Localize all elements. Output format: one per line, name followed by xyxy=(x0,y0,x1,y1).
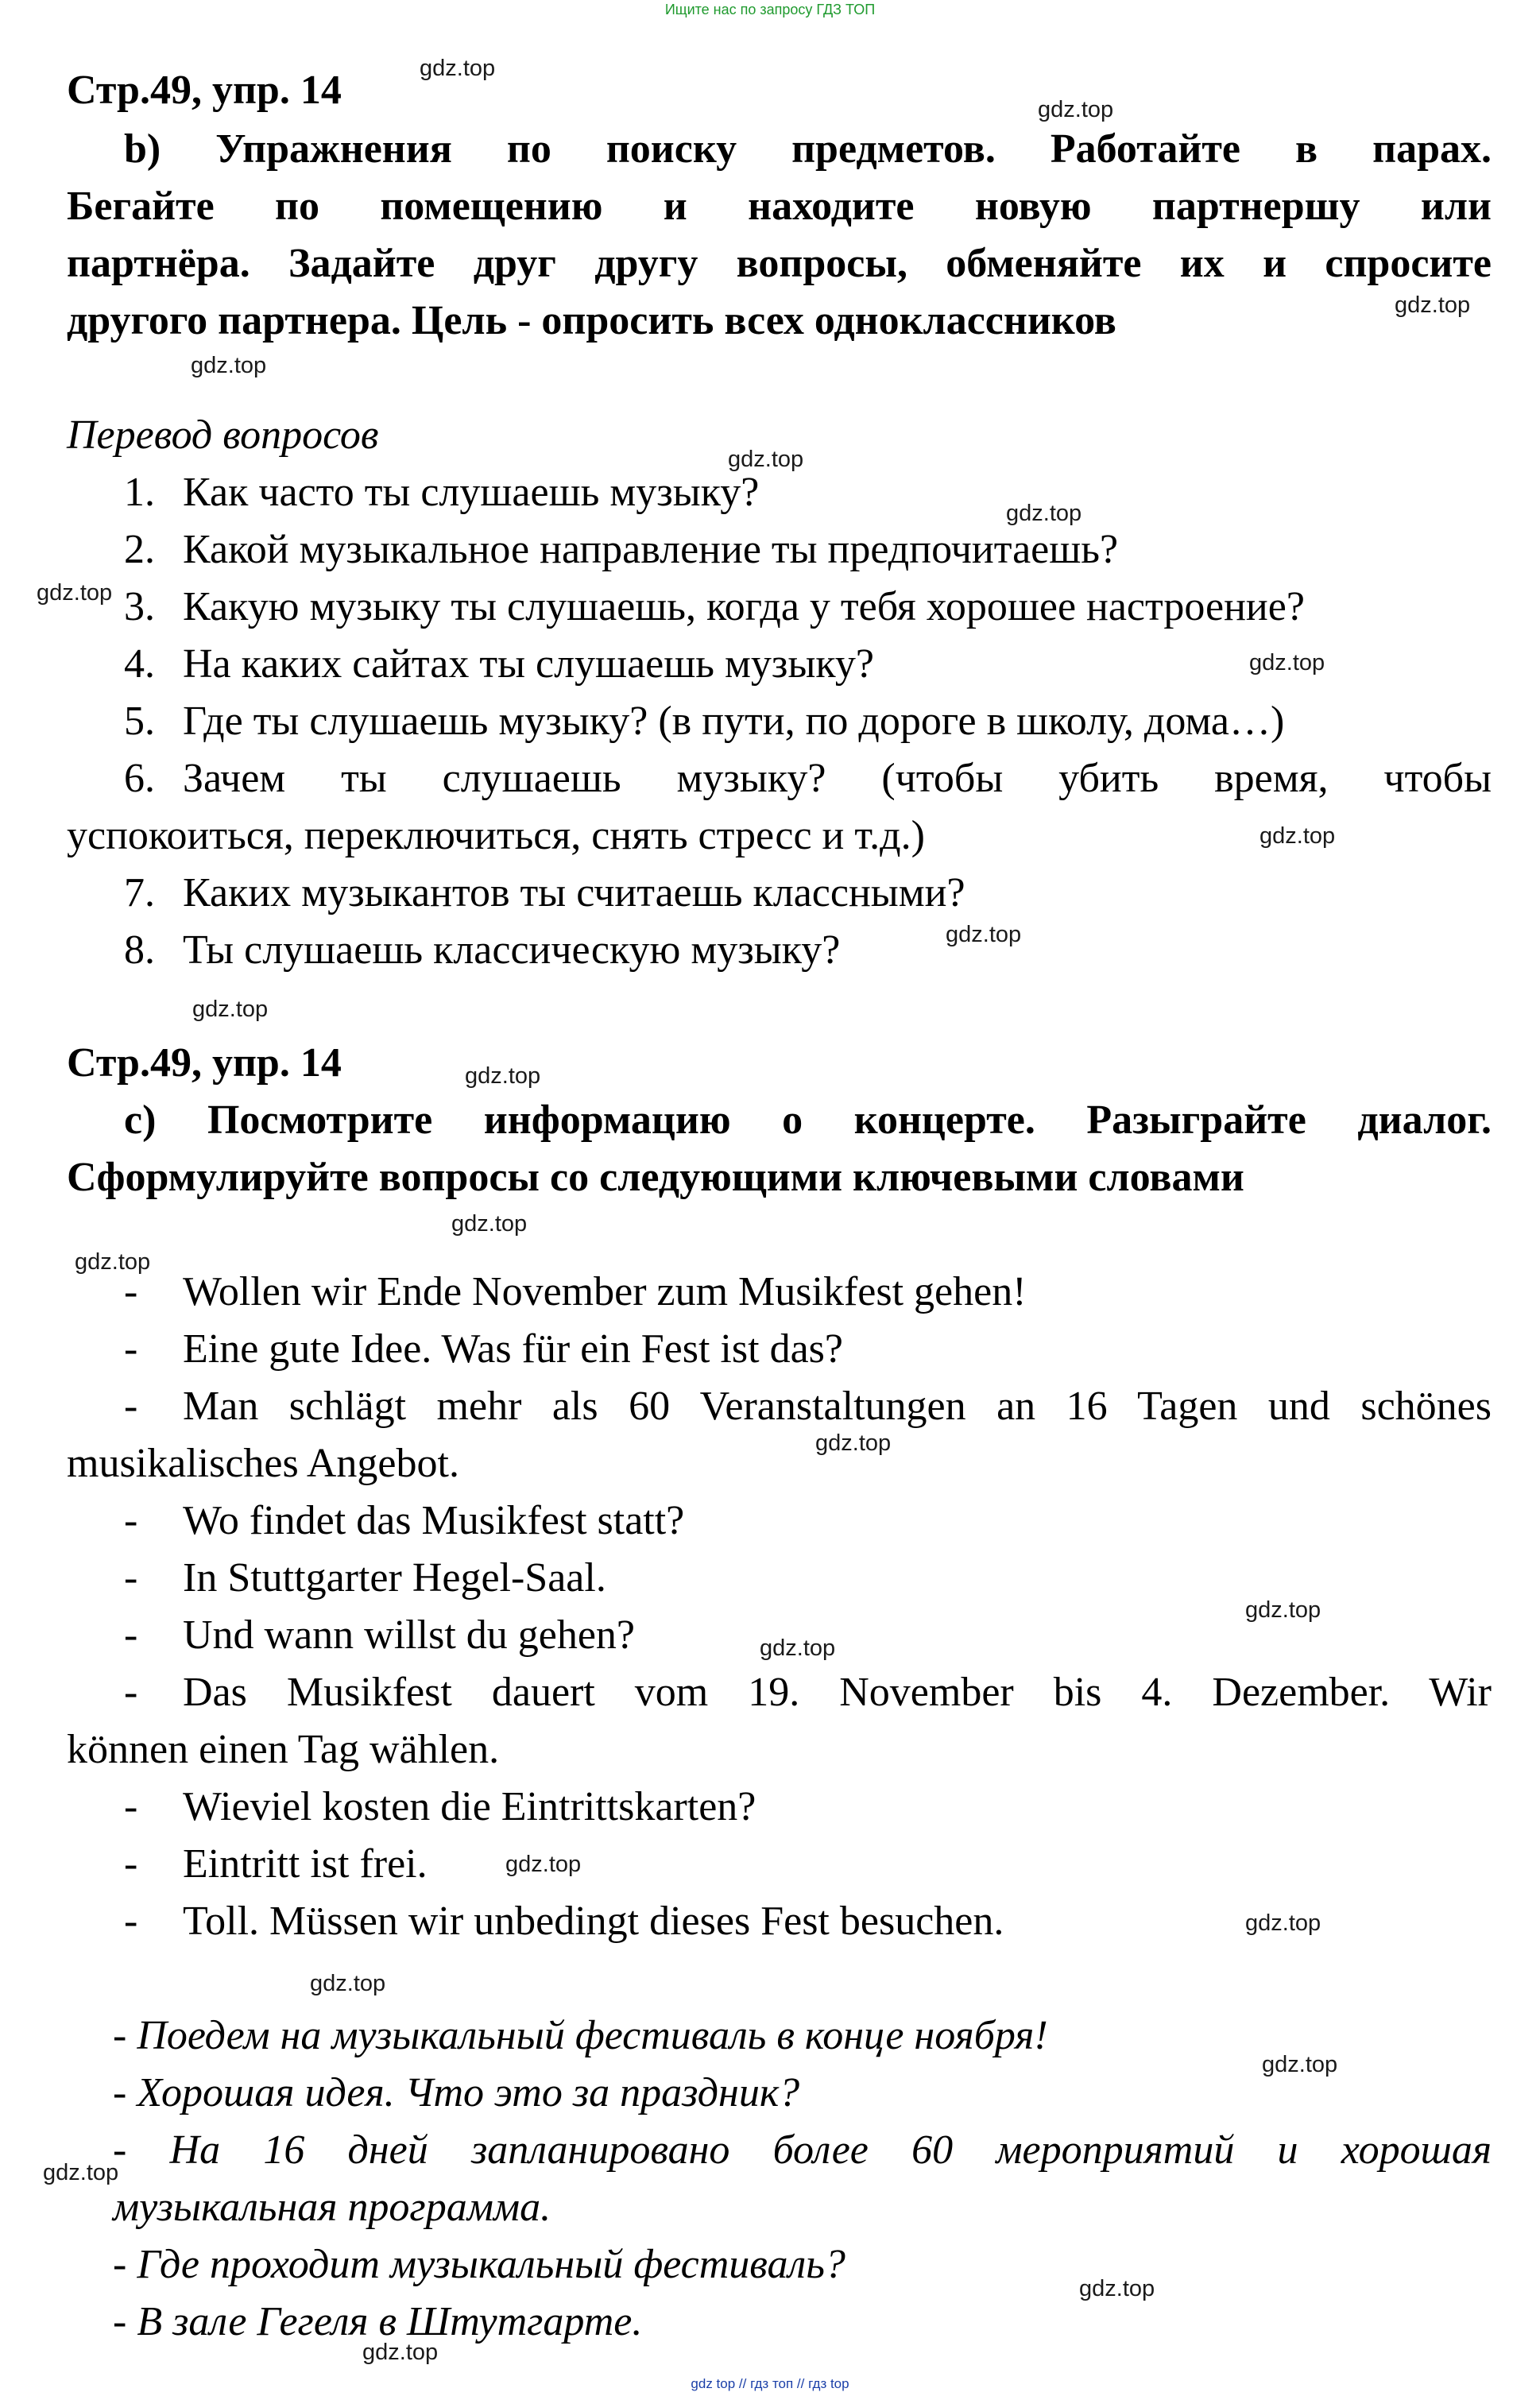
watermark: gdz.top xyxy=(1245,1597,1321,1623)
question-item-2 xyxy=(124,526,1118,574)
watermark: gdz.top xyxy=(946,922,1022,947)
question-number: 2. xyxy=(124,527,155,572)
dialog-text: Wieviel kosten die Eintrittskarten? xyxy=(183,1784,756,1829)
question-number: 4. xyxy=(124,641,155,687)
watermark: gdz.top xyxy=(362,2340,439,2365)
question-text: Как часто ты слушаешь музыку? xyxy=(183,470,760,515)
dialog-text: Eine gute Idee. Was für ein Fest ist das? xyxy=(183,1326,843,1372)
dialog-de-line-8 xyxy=(124,1783,756,1831)
question-number: 5. xyxy=(124,699,155,744)
dialog-ru-line-3: - На 16 дней запланировано более 60 мероприятий и хорошая xyxy=(113,2127,1492,2173)
dialog-de-line-10 xyxy=(124,1898,1004,1945)
dialog-text: In Stuttgarter Hegel-Saal. xyxy=(183,1555,606,1601)
question-item-3 xyxy=(124,583,1305,631)
section-b-task-line-2: Бегайте по помещению и находите новую партнершу или xyxy=(67,184,1492,229)
dialog-de-line-3 xyxy=(124,1383,1492,1430)
watermark: gdz.top xyxy=(465,1063,541,1089)
question-item-5 xyxy=(124,698,1284,745)
dialog-ru-line-1: - Поедем на музыкальный фестиваль в конце ноября! xyxy=(113,2013,1048,2058)
watermark: gdz.top xyxy=(1262,2052,1338,2077)
question-text: На каких сайтах ты слушаешь музыку? xyxy=(183,641,874,687)
dialog-de-line-2 xyxy=(124,1326,843,1373)
question-text: Каких музыкантов ты считаешь классными? xyxy=(183,870,965,915)
watermark: gdz.top xyxy=(1079,2276,1155,2301)
dialog-dash: - xyxy=(124,1326,138,1372)
dialog-dash: - xyxy=(124,1841,138,1887)
watermark: gdz.top xyxy=(815,1430,892,1456)
dialog-dash: - xyxy=(124,1555,138,1601)
question-item-1 xyxy=(124,469,759,517)
dialog-text: Man schlägt mehr als 60 Veranstaltungen an 16 Tagen und schönes xyxy=(183,1384,1492,1429)
dialog-de-line-7 xyxy=(124,1669,1492,1717)
dialog-de-line-1 xyxy=(124,1268,1027,1316)
question-item-4 xyxy=(124,641,874,688)
dialog-de-line-9 xyxy=(124,1841,428,1888)
watermark: gdz.top xyxy=(1038,97,1114,122)
watermark: gdz.top xyxy=(1249,650,1325,675)
question-number: 1. xyxy=(124,470,155,515)
dialog-ru-line-5: - В зале Гегеля в Штутгарте. xyxy=(113,2299,643,2344)
dialog-text: Und wann willst du gehen? xyxy=(183,1612,636,1658)
site-search-note: Ищите нас по запросу ГДЗ ТОП xyxy=(664,2,876,17)
question-number: 7. xyxy=(124,870,155,915)
question-text: Какой музыкальное направление ты предпочитаешь? xyxy=(183,527,1119,572)
dialog-dash: - xyxy=(124,1899,138,1944)
dialog-ru-line-2: - Хорошая идея. Что это за праздник? xyxy=(113,2070,800,2115)
watermark: gdz.top xyxy=(1395,292,1471,318)
translation-title: Перевод вопросов xyxy=(67,412,379,458)
question-text: Где ты слушаешь музыку? (в пути, по дороге в школу, дома…) xyxy=(183,699,1285,744)
question-item-6 xyxy=(124,755,1492,803)
dialog-de-line-5 xyxy=(124,1554,606,1602)
dialog-dash: - xyxy=(124,1498,138,1543)
dialog-dash: - xyxy=(124,1269,138,1314)
question-text: Какую музыку ты слушаешь, когда у тебя хорошее настроение? xyxy=(183,584,1305,629)
site-footer-note: gdz top // гдз топ // гдз top xyxy=(691,2376,849,2391)
watermark: gdz.top xyxy=(191,353,267,378)
question-text: Ты слушаешь классическую музыку? xyxy=(183,927,841,973)
watermark: gdz.top xyxy=(760,1635,836,1661)
question-item-7 xyxy=(124,869,965,917)
watermark: gdz.top xyxy=(37,580,113,606)
dialog-dash: - xyxy=(124,1384,138,1429)
section-b-task-line-4: другого партнера. Цель - опросить всех одноклассников xyxy=(67,298,1116,343)
dialog-text: Toll. Müssen wir unbedingt dieses Fest besuchen. xyxy=(183,1899,1004,1944)
dialog-ru-line-3-continuation: музыкальная программа. xyxy=(113,2185,551,2230)
section-c-heading: Стр.49, упр. 14 xyxy=(67,1040,342,1086)
question-number: 8. xyxy=(124,927,155,973)
watermark: gdz.top xyxy=(451,1211,528,1237)
watermark: gdz.top xyxy=(505,1852,582,1877)
watermark: gdz.top xyxy=(43,2160,119,2185)
section-c-task-line-1: c) Посмотрите информацию о концерте. Разыграйте диалог. xyxy=(124,1097,1492,1143)
watermark: gdz.top xyxy=(192,997,269,1022)
dialog-de-line-6 xyxy=(124,1612,635,1659)
section-c-task-line-2: Сформулируйте вопросы со следующими ключевыми словами xyxy=(67,1155,1244,1200)
dialog-ru-line-4: - Где проходит музыкальный фестиваль? xyxy=(113,2242,845,2287)
watermark: gdz.top xyxy=(310,1971,386,1996)
dialog-text: Wollen wir Ende November zum Musikfest gehen! xyxy=(183,1269,1027,1314)
question-number: 3. xyxy=(124,584,155,629)
question-number: 6. xyxy=(124,756,155,801)
section-b-task-line-1: b) Упражнения по поиску предметов. Работайте в парах. xyxy=(124,126,1492,172)
watermark: gdz.top xyxy=(420,56,496,81)
dialog-text: Eintritt ist frei. xyxy=(183,1841,428,1887)
watermark: gdz.top xyxy=(75,1249,151,1275)
dialog-text: Das Musikfest dauert vom 19. November bis 4. Dezember. Wir xyxy=(183,1670,1492,1715)
watermark: gdz.top xyxy=(1006,501,1082,526)
question-text: Зачем ты слушаешь музыку? (чтобы убить время, чтобы xyxy=(183,756,1492,801)
dialog-de-line-3-continuation: musikalisches Angebot. xyxy=(67,1441,459,1486)
dialog-text: Wo findet das Musikfest statt? xyxy=(183,1498,685,1543)
dialog-dash: - xyxy=(124,1784,138,1829)
watermark: gdz.top xyxy=(1259,823,1336,849)
watermark: gdz.top xyxy=(1245,1910,1321,1936)
dialog-de-line-4 xyxy=(124,1497,684,1545)
dialog-dash: - xyxy=(124,1612,138,1658)
question-6-continuation: успокоиться, переключиться, снять стресс и т.д.) xyxy=(67,813,925,858)
section-b-heading: Стр.49, упр. 14 xyxy=(67,68,342,113)
question-item-8 xyxy=(124,927,840,974)
watermark: gdz.top xyxy=(728,447,804,472)
dialog-dash: - xyxy=(124,1670,138,1715)
section-b-task-line-3: партнёра. Задайте друг другу вопросы, обменяйте их и спросите xyxy=(67,241,1492,286)
dialog-de-line-7-continuation: können einen Tag wählen. xyxy=(67,1727,500,1772)
